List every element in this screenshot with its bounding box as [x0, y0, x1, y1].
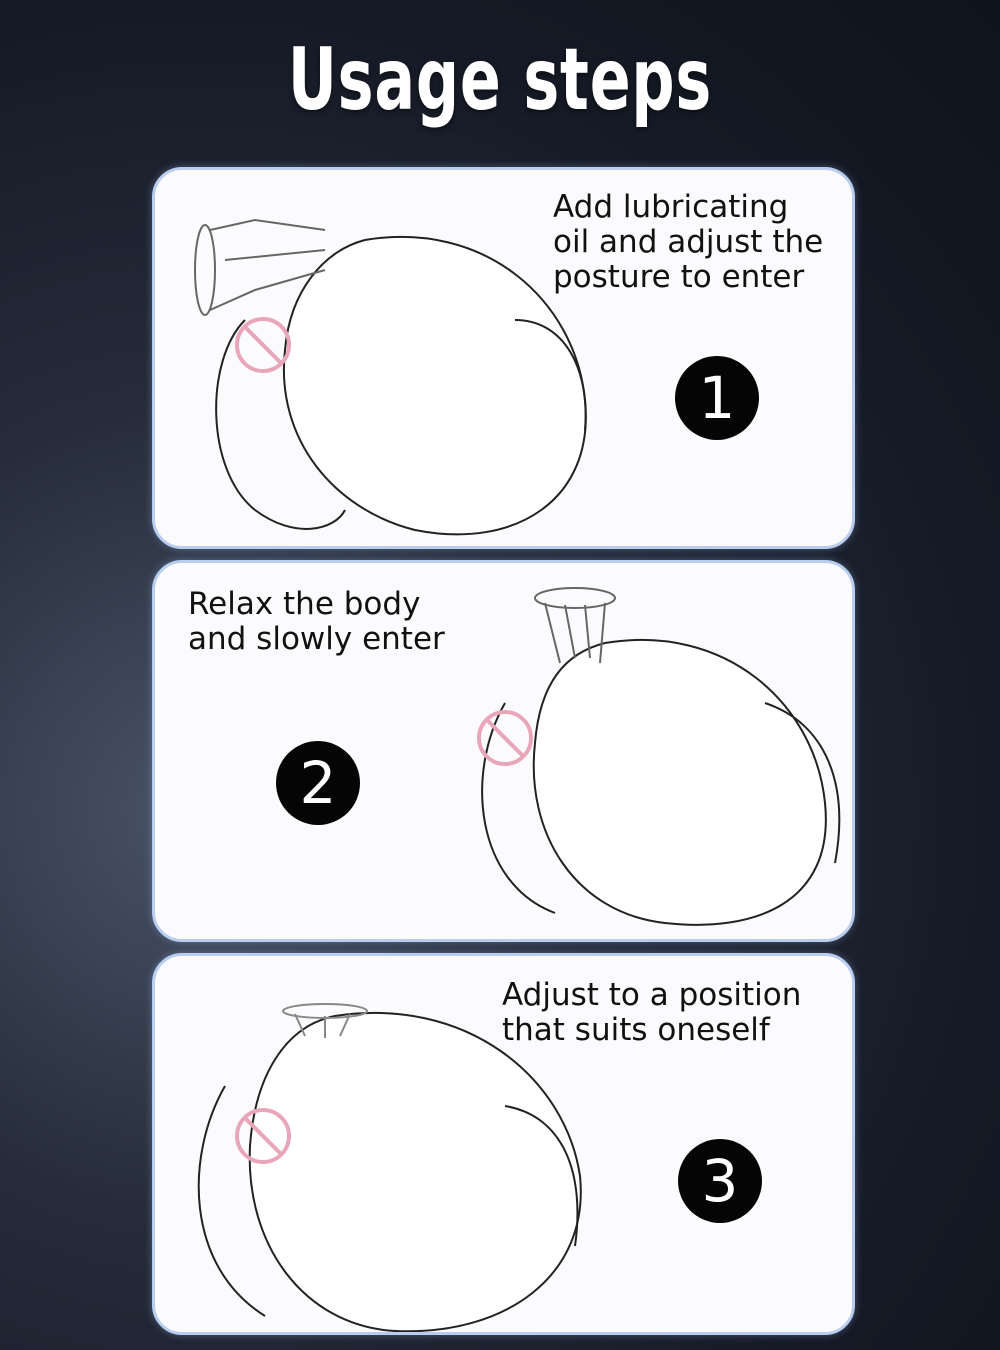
step-3-text-line: that suits oneself — [502, 1012, 770, 1048]
step-1-text-line: posture to enter — [553, 259, 805, 295]
censor-icon — [479, 712, 531, 764]
step-number-2: 2 — [276, 741, 360, 825]
step-1-text-line: Add lubricating — [553, 189, 789, 225]
page-title: Usage steps — [287, 30, 713, 130]
step-number-1: 1 — [675, 356, 759, 440]
step-3-panel — [152, 953, 855, 1335]
step-2-text-line: Relax the body — [188, 586, 421, 622]
step-2-panel — [152, 560, 855, 942]
step-3-text-line: Adjust to a position — [502, 977, 802, 1013]
censor-icon — [237, 319, 289, 371]
step-2-text-line: and slowly enter — [188, 621, 445, 657]
step-1-text-line: oil and adjust the — [553, 224, 824, 260]
product-illustration — [185, 210, 605, 540]
product-illustration — [465, 573, 855, 933]
step-number-3: 3 — [678, 1139, 762, 1223]
step-1-panel — [152, 167, 855, 549]
